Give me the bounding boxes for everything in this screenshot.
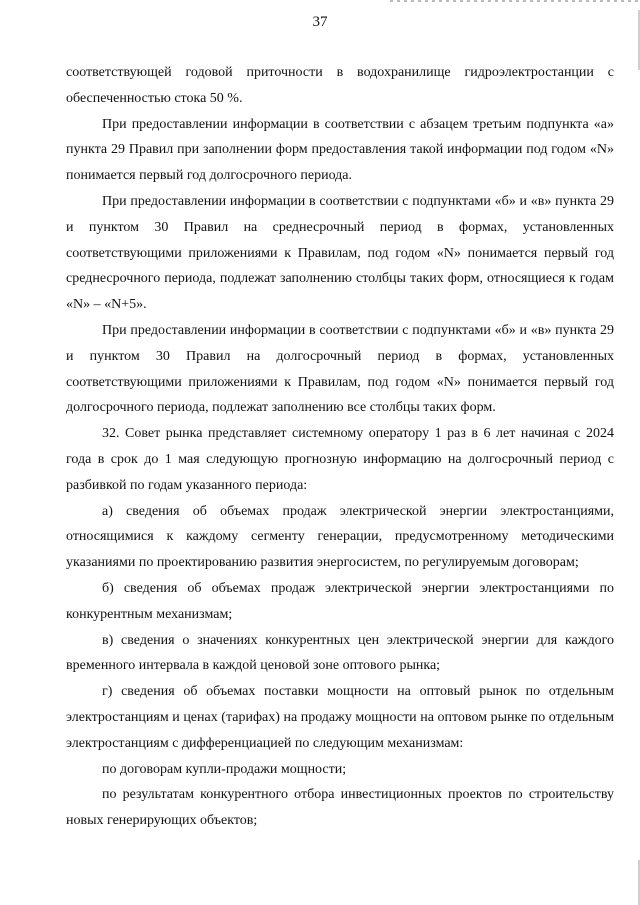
- paragraph: При предоставлении информации в соответствии с абзацем третьим подпункта «а» пункта 29 Правил при заполнении форм предоставления такой информации под годом «N» понимается первый год долгосрочного периода.: [66, 116, 614, 184]
- paragraph: При предоставлении информации в соответствии с подпунктами «б» и «в» пункта 29 и пунктом 30 Правил на долгосрочный период в формах, установленных соответствующими приложениями к Правилам, под годом «N» понимается первый год долгосрочного периода, подлежат заполнению все столбцы таких форм.: [66, 322, 614, 416]
- subitem-a: а) сведения об объемах продаж электрической энергии электростанциями, относящимися к каждому сегменту генерации, предусмотренному методическими указаниями по проектированию развития энергосистем, по регулируемым договорам;: [66, 503, 614, 571]
- paragraph-continuation: соответствующей годовой приточности в водохранилище гидроэлектростанции с обеспеченностью стока 50 %.: [66, 65, 614, 106]
- page-number: 37: [312, 14, 328, 30]
- subitem-g: г) сведения об объемах поставки мощности на оптовый рынок по отдельным электростанциям и ценах (тарифах) на продажу мощности на оптовом рынке по отдельным электростанциям с дифференциацией по следующим механизмам:: [66, 684, 614, 751]
- scan-edge-mark: [390, 0, 640, 2]
- subitem-v: в) сведения о значениях конкурентных цен электрической энергии для каждого временного интервала в каждой ценовой зоне оптового рынка;: [66, 632, 614, 674]
- list-line: по договорам купли-продажи мощности;: [102, 761, 347, 777]
- paragraph: При предоставлении информации в соответствии с подпунктами «б» и «в» пункта 29 и пунктом 30 Правил на среднесрочный период в формах, установленных соответствующими приложениями к Правилам, под годом «N» понимается первый год среднесрочного периода, подлежат заполнению столбцы таких форм, относящиеся к годам «N» – «N+5».: [66, 193, 614, 313]
- document-body: [66, 60, 614, 834]
- paragraph-item-32: 32. Совет рынка представляет системному оператору 1 раз в 6 лет начиная с 2024 года в срок до 1 мая следующую прогнозную информацию на долгосрочный период с разбивкой по годам указанного периода:: [66, 426, 614, 493]
- subitem-b: б) сведения об объемах продаж электрической энергии электростанциями по конкурентным механизмам;: [66, 580, 614, 622]
- list-line: по результатам конкурентного отбора инвестиционных проектов по строительству новых генерирующих объектов;: [66, 787, 614, 829]
